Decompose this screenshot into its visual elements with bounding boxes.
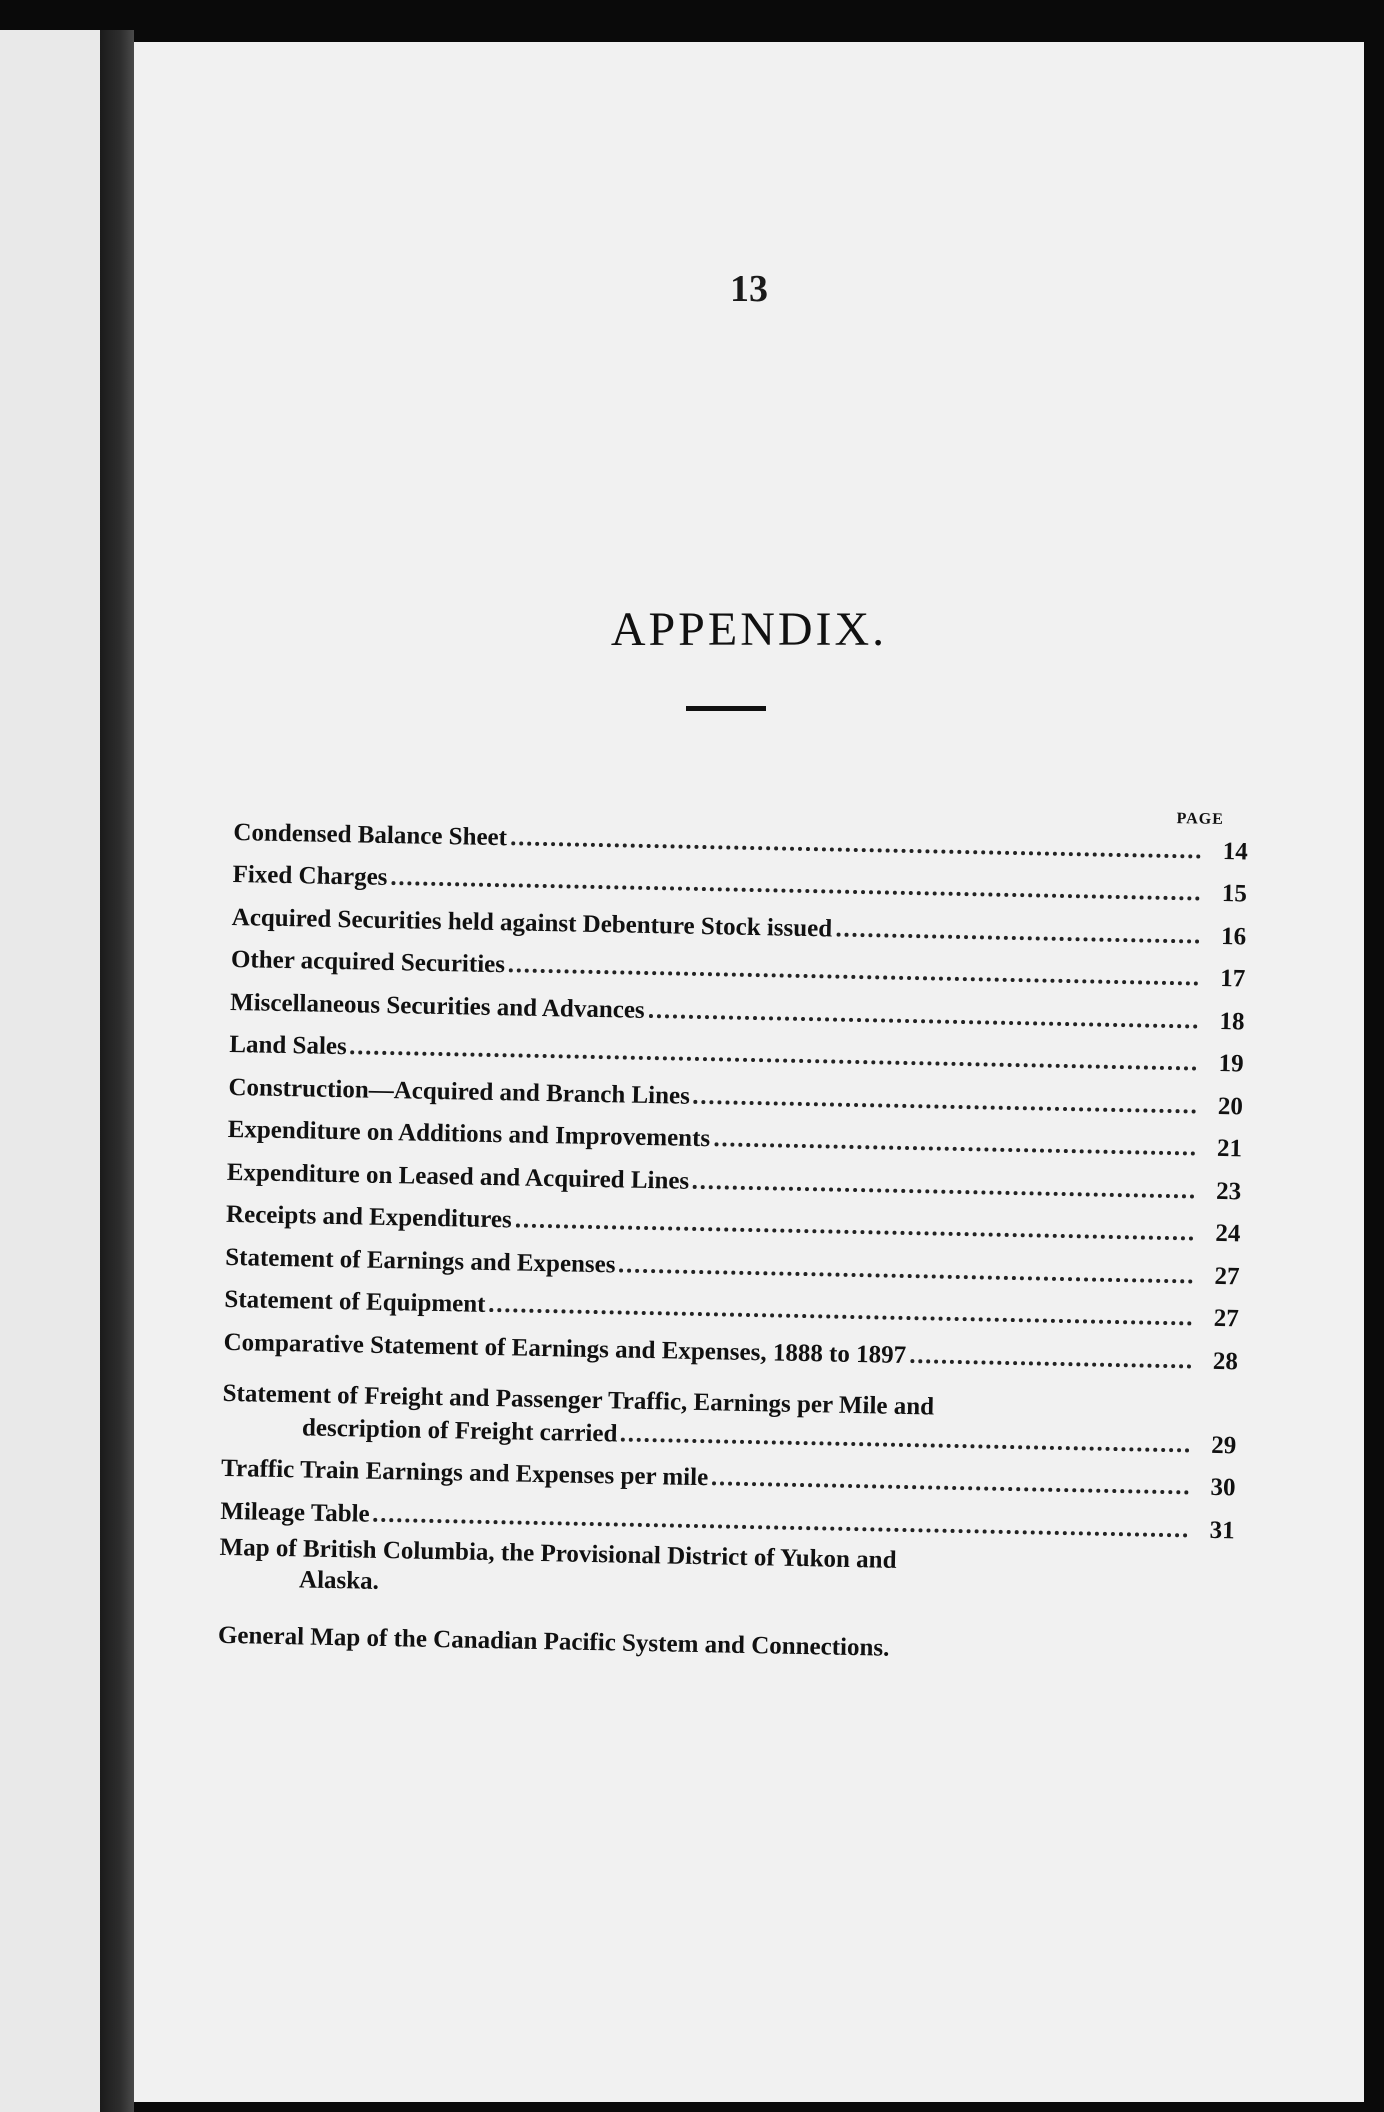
toc-entry-page: 15 <box>1221 879 1248 908</box>
page-column-header: PAGE <box>1176 810 1225 829</box>
toc-entry-page: 17 <box>1220 964 1246 993</box>
toc-entry-label-line1: Map of British Columbia, the Provisional District of Yukon and <box>219 1533 897 1574</box>
title-rule <box>686 706 766 711</box>
book-gutter <box>100 30 134 2112</box>
toc-entry-page: 14 <box>1222 837 1248 865</box>
toc-entry-label-line2: description of Freight carried <box>301 1413 618 1447</box>
toc-entry-label: Expenditure on Additions and Improvements <box>227 1115 711 1153</box>
toc-entry-label: Other acquired Securities <box>230 945 506 979</box>
toc-entry-page: 23 <box>1215 1177 1242 1205</box>
toc-entry-label-line2: Alaska. <box>298 1566 380 1595</box>
toc-entry-page: 28 <box>1212 1347 1239 1375</box>
toc-entry-page: 20 <box>1217 1092 1244 1120</box>
dot-leader <box>374 1516 1189 1537</box>
toc-entry-general-map <box>218 1620 1248 1671</box>
toc-entry-page: 27 <box>1213 1304 1240 1333</box>
toc-entry-page: 18 <box>1219 1007 1245 1035</box>
toc-entry-page: 21 <box>1216 1134 1243 1163</box>
toc-entry-page: 31 <box>1209 1516 1235 1544</box>
toc-entry-label: General Map of the Canadian Pacific System and Connections. <box>217 1621 890 1662</box>
page-title: APPENDIX. <box>610 603 888 656</box>
toc-entry-label: Traffic Train Earnings and Expenses per mile <box>220 1454 709 1492</box>
facing-page-edge <box>0 30 100 2112</box>
toc-entry-label: Miscellaneous Securities and Advances <box>229 988 645 1024</box>
toc-entry-label: Construction—Acquired and Branch Lines <box>228 1073 691 1110</box>
toc-entry-label: Mileage Table <box>220 1497 370 1528</box>
toc-entry-label: Statement of Earnings and Expenses <box>225 1243 616 1278</box>
toc-entry-label: Expenditure on Leased and Acquired Lines <box>226 1158 690 1195</box>
toc-entry-map <box>219 1531 1250 1613</box>
toc-entry-label: Comparative Statement of Earnings and Expenses, 1888 to 1897 <box>223 1328 907 1369</box>
toc-entry-page: 29 <box>1211 1431 1237 1459</box>
toc-entry-label: Receipts and Expenditures <box>225 1200 512 1234</box>
toc-entry-label: Fixed Charges <box>232 860 388 891</box>
toc-entry-page: 24 <box>1215 1219 1241 1248</box>
toc-entry-page: 16 <box>1220 922 1247 950</box>
toc-entry-page: 27 <box>1214 1262 1240 1290</box>
table-of-contents <box>218 802 1264 1671</box>
toc-entry-label: Acquired Securities held against Debenture Stock issued <box>231 903 833 943</box>
toc-entry-label-line1: Statement of Freight and Passenger Traffic, Earnings per Mile and <box>222 1379 935 1421</box>
document-page <box>134 42 1364 2102</box>
toc-entry-page: 19 <box>1218 1049 1244 1078</box>
toc-entry-label: Statement of Equipment <box>224 1285 486 1318</box>
toc-entry-label: Land Sales <box>229 1030 348 1061</box>
toc-entry-page: 30 <box>1210 1473 1236 1502</box>
dot-leader <box>910 1358 1191 1368</box>
toc-entry-label: Condensed Balance Sheet <box>233 818 508 851</box>
page-number: 13 <box>730 268 768 310</box>
